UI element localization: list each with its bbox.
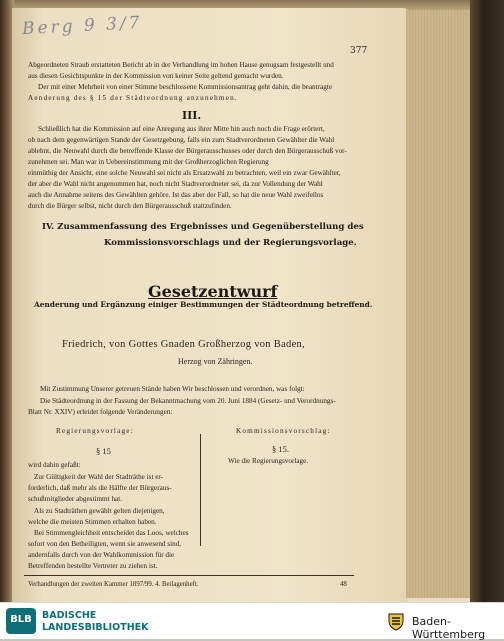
left-column-line: Bei Stimmengleichheit entscheidet das Loos, welches <box>34 529 189 537</box>
text-line: zunehmen sei. Man war in Uebereinstimmung mit der Großherzoglichen Regierung <box>28 158 269 166</box>
left-column-line: wird dahin gefaßt: <box>28 461 81 469</box>
viewer-footer-bar <box>0 602 504 639</box>
document-title: Gesetzentwurf <box>148 282 278 301</box>
coat-of-arms-icon <box>386 611 406 631</box>
library-name-line1: BADISCHE <box>42 610 97 621</box>
page-number: 377 <box>350 46 368 56</box>
handwritten-note: Berg 9 3/7 <box>21 12 143 40</box>
document-subtitle: Aenderung und Ergänzung einiger Bestimmungen der Städteordnung betreffend. <box>34 300 373 309</box>
left-column-line: schußmitglieder abgestimmt hat. <box>28 495 123 503</box>
enactment-line: Blatt Nr. XXIV) erleidet folgende Veränderungen: <box>28 408 173 416</box>
enactment-line: Mit Zustimmung Unserer getreuen Stände haben Wir beschlossen und verordnen, was folgt: <box>40 385 305 393</box>
left-column-line: Als zu Stadträthen gewählt gelten diejenigen, <box>34 507 165 515</box>
left-column-line: andernfalls durch von der Wahlkommission für die <box>28 551 175 559</box>
right-column-text: Wie die Regierungsvorlage. <box>228 457 309 465</box>
left-column-heading: Regierungsvorlage: <box>56 427 134 435</box>
text-line: Aenderung des § 15 der Städteordnung anzunehmen. <box>28 94 238 102</box>
text-line: durch die Bürger selbst, nicht durch den Bürgerausschuß stattzufinden. <box>28 202 232 210</box>
left-column-line: Betreffenden bestellte Vertreter zu ziehen ist. <box>28 562 158 570</box>
right-column-heading: Kommissionsvorschlag: <box>236 427 331 435</box>
left-column-line: welche die meisten Stimmen erhalten haben. <box>28 518 157 526</box>
text-line: auch die Annahme seitens des Gewählten gehöre. Ist das aber der Fall, so hat die neue Wahl zweifellos <box>28 191 324 199</box>
text-line: ob nach dem gegenwärtigen Stande der Gesetzgebung, falls ein zum Stadtverordneten Gewählter die Wahl <box>28 136 335 144</box>
duke-title: Herzog von Zähringen. <box>178 357 253 366</box>
section-iv-heading: IV. Zusammenfassung des Ergebnisses und Gegenüberstellung des <box>42 222 364 232</box>
blb-logo-text: BLB <box>10 614 32 625</box>
grand-duke-line: Friedrich, von Gottes Gnaden Großherzog von Baden, <box>62 339 306 350</box>
left-column-line: Zur Gültigkeit der Wahl der Stadträthe ist er- <box>34 473 164 481</box>
text-line: aus diesen Gesichtspunkte in der Kommission von keiner Seite geltend gemacht wurden. <box>28 72 284 80</box>
enactment-line: Die Städteordnung in der Fassung der Bekanntmachung vom 20. Juni 1884 (Gesetz- und Verordnungs- <box>40 397 336 405</box>
section-iii-heading: III. <box>182 109 202 122</box>
state-name[interactable]: Baden-Württemberg <box>412 615 486 641</box>
page-edges <box>406 10 472 598</box>
text-line: der aber die Wahl nicht angenommen hat, noch nicht Stadtverordneter sei, da zur Vollendung der Wahl <box>28 180 323 188</box>
right-paragraph-number: § 15. <box>272 444 289 454</box>
page-footer-text: Verhandlungen der zweiten Kammer 1897/99. 4. Beilagenheft. <box>28 581 199 588</box>
page-footer-number: 48 <box>340 581 347 588</box>
library-name-line2: LANDESBIBLIOTHEK <box>42 622 149 633</box>
text-line: Der mit einer Mehrheit von einer Stimme beschlossene Kommissionsantrag geht dahin, die beantragte <box>38 83 333 91</box>
column-divider <box>200 434 201 546</box>
section-iv-heading-cont: Kommissionsvorschlags und der Regierungsvorlage. <box>104 238 357 248</box>
blb-logo[interactable] <box>6 608 36 634</box>
text-line: ablehnt, die Neuwahl durch die betreffende Klasse der Bürgerausschusses oder durch den Bürgerausschuß vor- <box>28 147 347 155</box>
left-column-line: forderlich, daß mehr als die Hälfte der Bürgeraus- <box>28 484 172 492</box>
text-line: Abgeordneten Straub erstatteten Bericht ab in der Verhandlung im hohen Hause genugsam festgestellt und <box>28 61 334 69</box>
left-paragraph-number: § 15 <box>96 446 111 456</box>
text-line: einmüthig der Ansicht, eine solche Neuwahl sei nicht als Ersatzwahl zu betrachten, weil ein zwar Gewählter, <box>28 169 341 177</box>
text-line: Schließlich hat die Kommission auf eine Anregung aus ihrer Mitte hin auch noch die Frage erörtert, <box>38 125 325 133</box>
footer-rule <box>24 575 354 576</box>
book-cover <box>470 0 504 602</box>
left-column-line: sofort von den Betheiligten, wenn sie anwesend sind, <box>28 540 182 548</box>
